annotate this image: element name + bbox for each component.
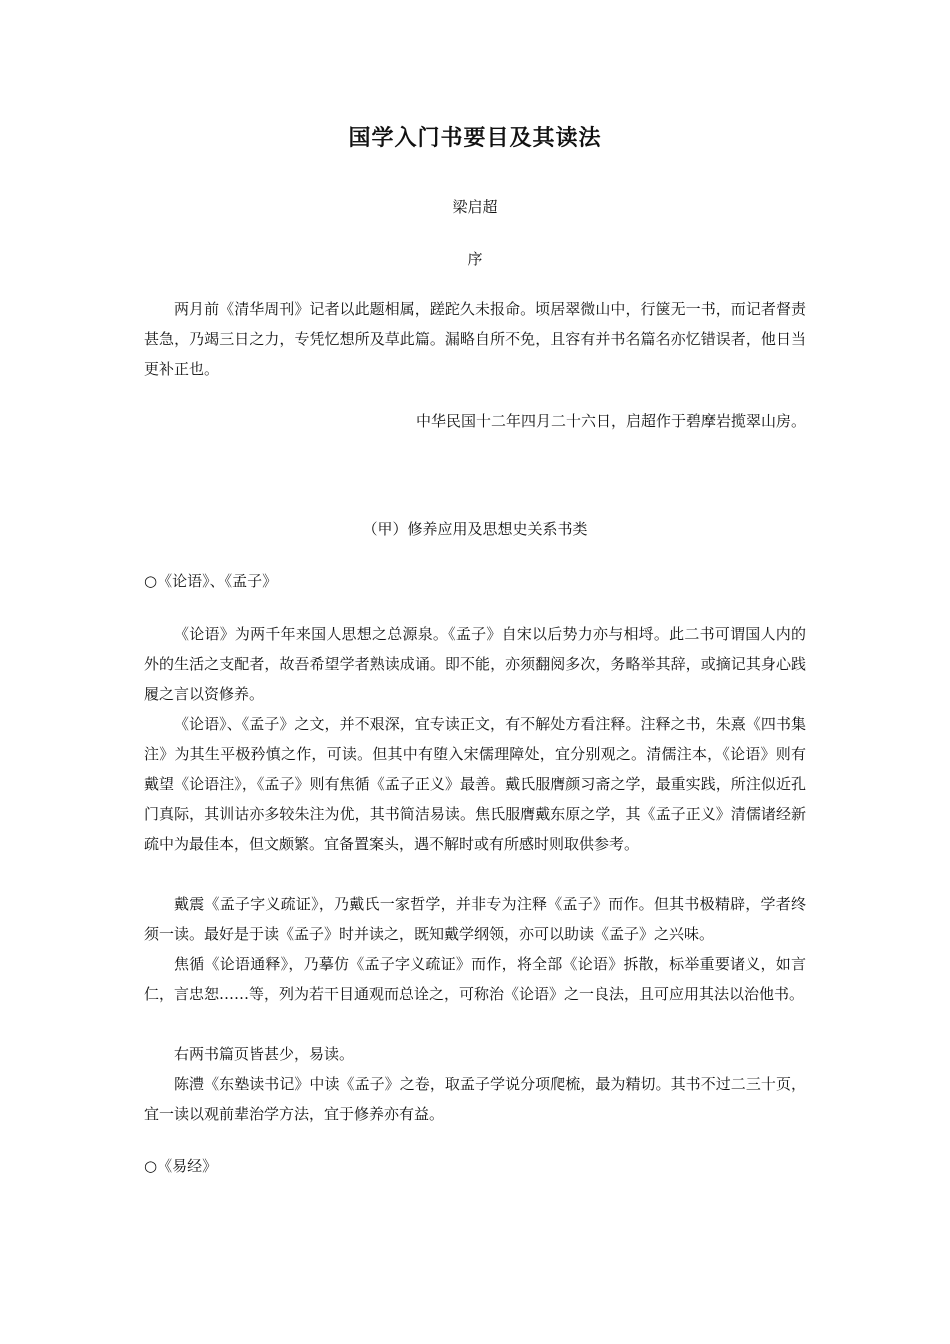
body-paragraph: 焦循《论语通释》，乃摹仿《孟子字义疏证》而作，将全部《论语》拆散，标举重要诸义，如言仁，言忠恕……等，列为若干目通观而总诠之，可称治《论语》之一良法，且可应用其法以治他书。 [144,955,806,1003]
body-paragraph: 《论语》为两千年来国人思想之总源泉。《孟子》自宋以后势力亦与相埒。此二书可谓国人内的外的生活之支配者，故吾希望学者熟读成诵。即不能，亦须翻阅多次，务略举其辞，或摘记其身心践履之言以资修养。 [144,625,806,703]
body-paragraph: 戴震《孟子字义疏证》，乃戴氏一家哲学，并非专为注释《孟子》而作。但其书极精辟，学者终须一读。最好是于读《孟子》时并读之，既知戴学纲领，亦可以助读《孟子》之兴味。 [144,895,806,943]
document-title: 国学入门书要目及其读法 [348,126,602,151]
preface-heading: 序 [467,250,483,268]
preface-paragraph: 两月前《清华周刊》记者以此题相属，蹉跎久未报命。顷居翠微山中，行箧无一书，而记者督责甚急，乃竭三日之力，专凭忆想所及草此篇。漏略自所不免，且容有并书名篇名亦忆错误者，他日当更补正也。 [144,300,806,378]
preface-signoff: 中华民国十二年四月二十六日，启超作于碧摩岩揽翠山房。 [415,412,806,430]
item-heading-yijing: ○《易经》 [144,1157,218,1175]
item-heading-lunyu-mengzi: ○《论语》、《孟子》 [144,572,278,590]
body-paragraph: 《论语》、《孟子》之文，并不艰深，宜专读正文，有不解处方看注释。注释之书，朱熹《四书集注》为其生平极矜慎之作，可读。但其中有堕入宋儒理障处，宜分别观之。清儒注本，《论语》则有戴望《论语注》，《孟子》则有焦循《孟子正义》最善。戴氏服膺颜习斋之学，最重实践，所注似近孔门真际，其训诂亦多较朱注为优，其书简洁易读。焦氏服膺戴东原之学，其《孟子正义》清儒诸经新疏中为最佳本，但文颇繁。宜备置案头，遇不解时或有所感时则取供参考。 [144,715,806,853]
author-name: 梁启超 [452,198,498,216]
body-paragraph: 陈澧《东塾读书记》中读《孟子》之卷，取孟子学说分项爬梳，最为精切。其书不过二三十页，宜一读以观前辈治学方法，宜于修养亦有益。 [144,1075,806,1123]
body-paragraph: 右两书篇页皆甚少，易读。 [174,1045,355,1063]
section-heading: （甲）修养应用及思想史关系书类 [362,520,588,538]
